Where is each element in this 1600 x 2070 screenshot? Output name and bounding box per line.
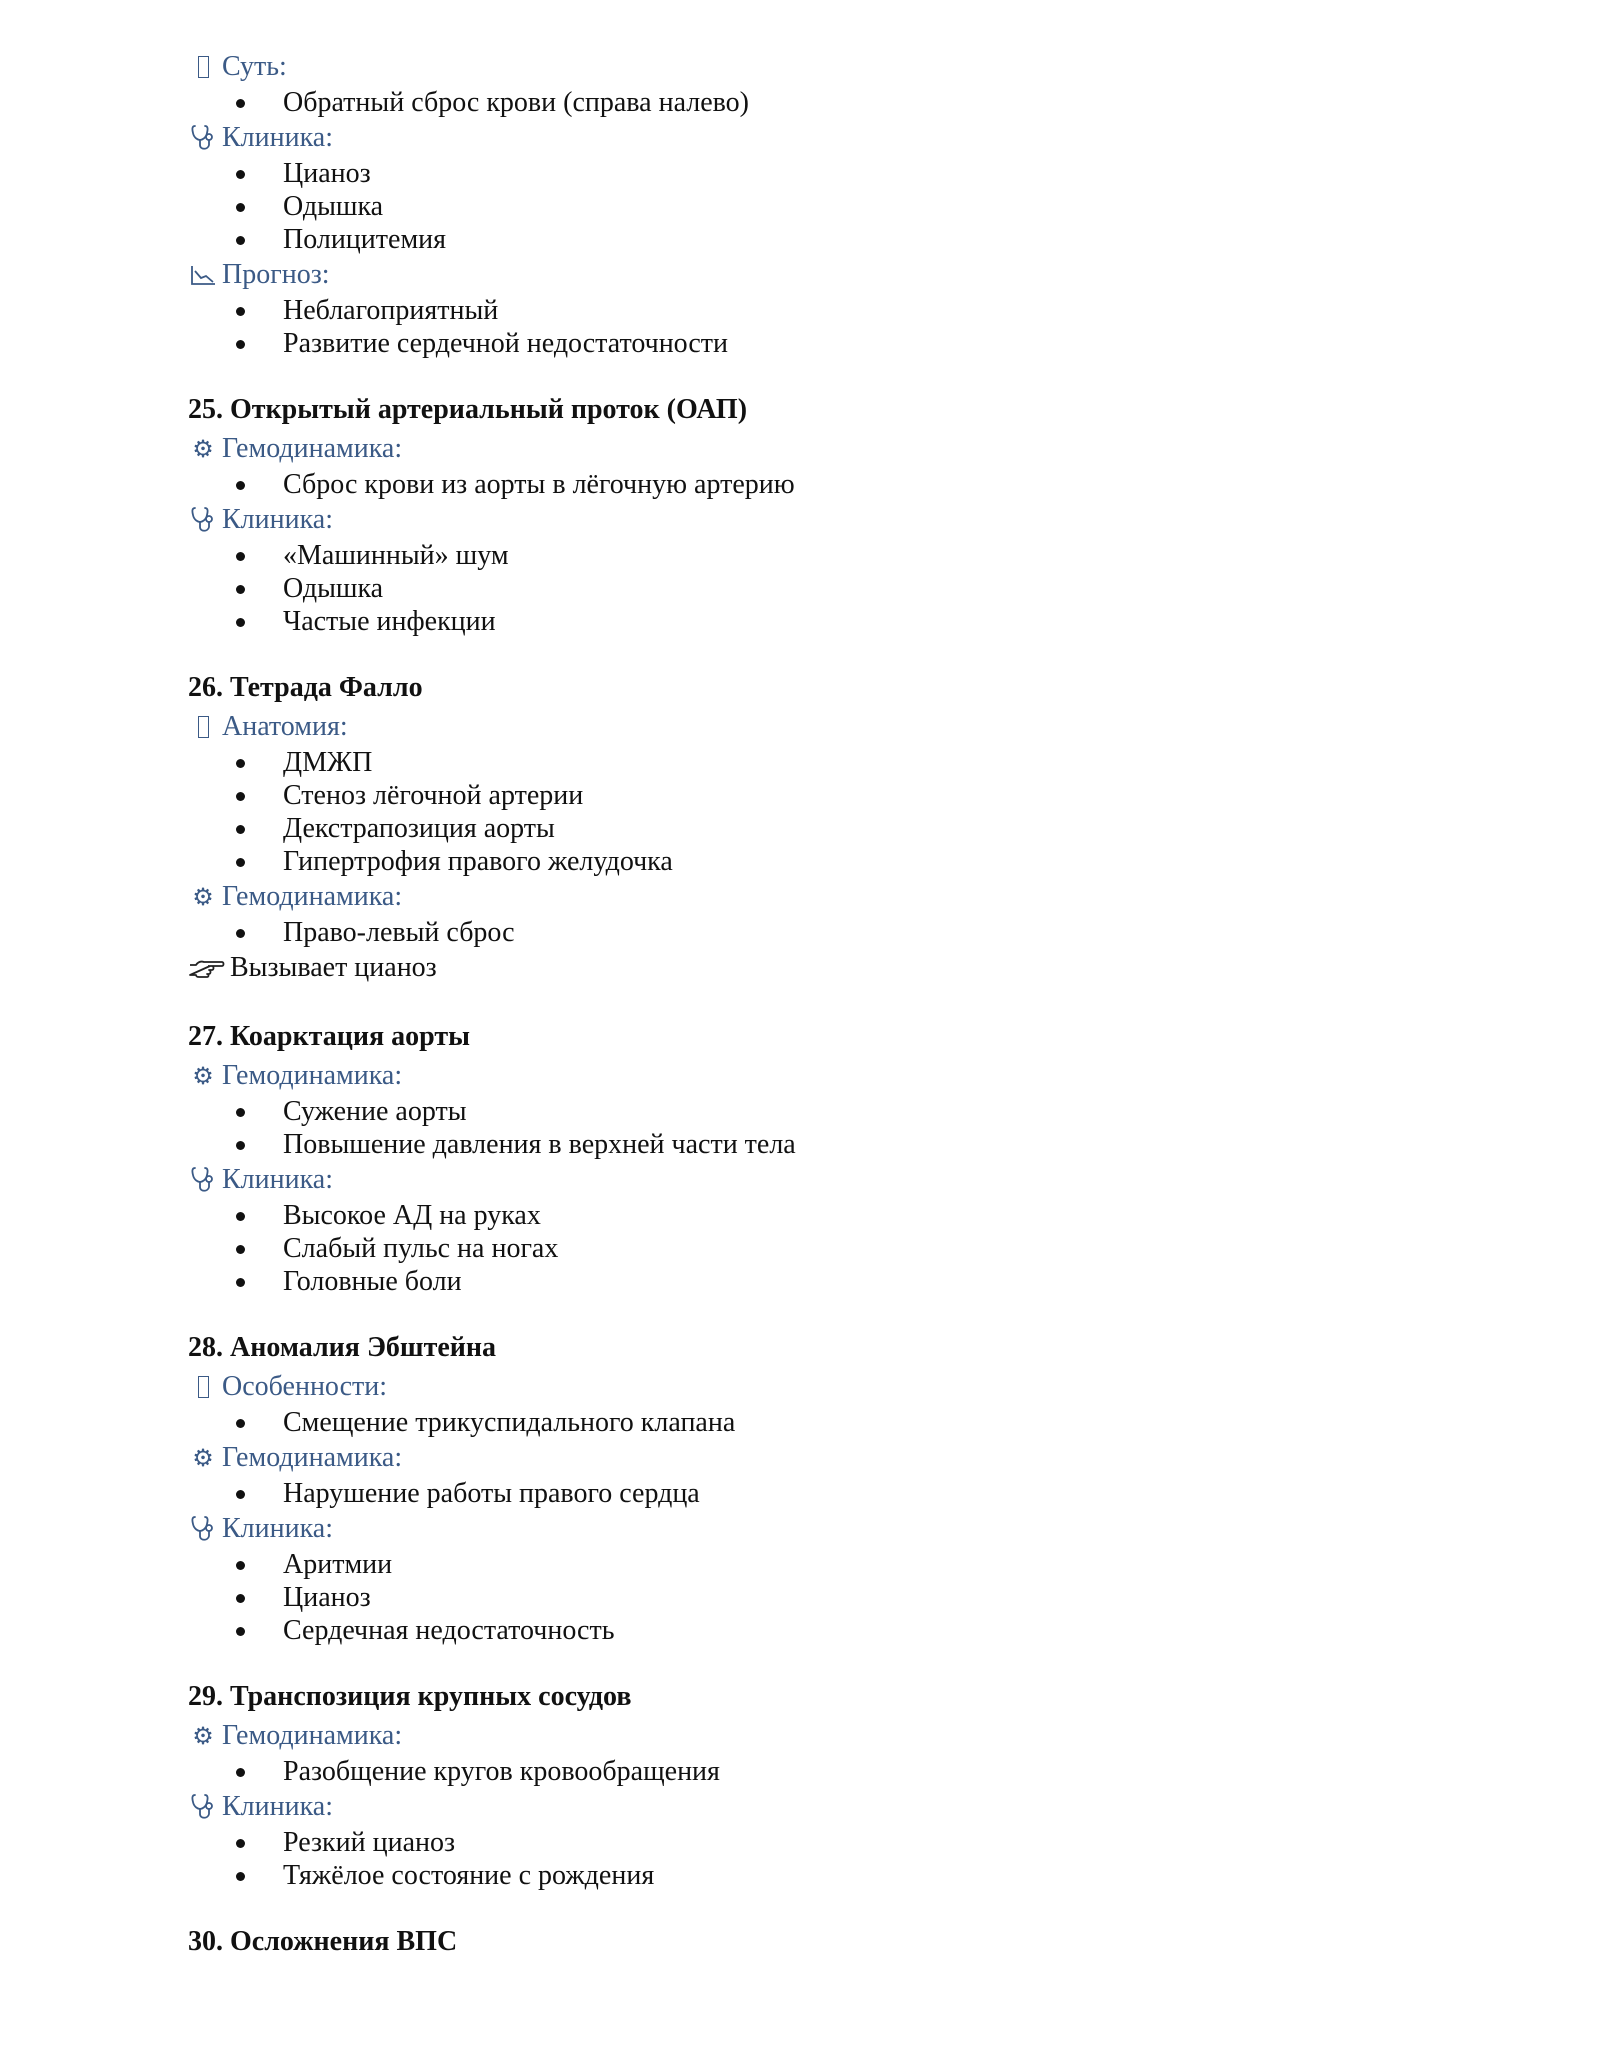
section-block — [188, 48, 1488, 360]
subsection-label-text: Гемодинамика: — [222, 433, 403, 464]
subsection-label-text: Клиника: — [222, 1513, 333, 1544]
missing-glyph-icon — [188, 712, 218, 742]
stethoscope-icon — [188, 505, 218, 535]
list-item: Сброс крови из аорты в лёгочную артерию — [188, 468, 1488, 501]
list-item: Право-левый сброс — [188, 916, 1488, 949]
list-item: Цианоз — [188, 157, 1488, 190]
section-block — [188, 1922, 1488, 1962]
list-item: Головные боли — [188, 1265, 1488, 1298]
bullet-list — [188, 468, 1488, 501]
gear-icon: ⚙ — [192, 435, 214, 463]
subsection-label-text: Клиника: — [222, 122, 333, 153]
bullet-list — [188, 1095, 1488, 1161]
list-item: Повышение давления в верхней части тела — [188, 1128, 1488, 1161]
subsection-label — [188, 501, 1488, 539]
list-item: Неблагоприятный — [188, 294, 1488, 327]
gear-icon: ⚙ — [192, 1444, 214, 1472]
missing-glyph-icon — [188, 52, 218, 82]
bullet-list — [188, 1477, 1488, 1510]
subsection-label — [188, 1717, 1488, 1755]
subsection-label-text: Гемодинамика: — [222, 1442, 403, 1473]
gear-icon: ⚙ — [192, 1722, 214, 1750]
missing-glyph-icon — [188, 1372, 218, 1402]
bullet-list — [188, 539, 1488, 638]
subsection-label-text: Прогноз: — [222, 259, 330, 290]
note-line — [188, 949, 1488, 987]
bullet-list — [188, 1406, 1488, 1439]
subsection-label — [188, 1788, 1488, 1826]
subsection-label-text: Анатомия: — [222, 711, 348, 742]
chart-decreasing-icon — [188, 260, 218, 290]
list-item: Нарушение работы правого сердца — [188, 1477, 1488, 1510]
bullet-list — [188, 86, 1488, 119]
list-item: «Машинный» шум — [188, 539, 1488, 572]
list-item: Обратный сброс крови (справа налево) — [188, 86, 1488, 119]
list-item: Смещение трикуспидального клапана — [188, 1406, 1488, 1439]
section-block — [188, 1017, 1488, 1298]
subsection-label — [188, 1057, 1488, 1095]
subsection-label-text: Особенности: — [222, 1371, 388, 1402]
pointing-hand-icon — [188, 953, 228, 983]
subsection-label-text: Суть: — [222, 51, 287, 82]
list-item: Резкий цианоз — [188, 1826, 1488, 1859]
document-page — [188, 48, 1488, 1962]
list-item: Аритмии — [188, 1548, 1488, 1581]
list-item: Сужение аорты — [188, 1095, 1488, 1128]
bullet-list — [188, 1199, 1488, 1298]
list-item: ДМЖП — [188, 746, 1488, 779]
list-item: Развитие сердечной недостаточности — [188, 327, 1488, 360]
list-item: Тяжёлое состояние с рождения — [188, 1859, 1488, 1892]
bullet-list — [188, 157, 1488, 256]
subsection-label-text: Клиника: — [222, 1164, 333, 1195]
bullet-list — [188, 916, 1488, 949]
subsection-label-text: Клиника: — [222, 1791, 333, 1822]
section-heading: 25. Открытый артериальный проток (ОАП) — [188, 394, 748, 425]
stethoscope-icon — [188, 1165, 218, 1195]
list-item: Одышка — [188, 572, 1488, 605]
gear-icon: ⚙ — [192, 883, 214, 911]
bullet-list — [188, 1755, 1488, 1788]
section-block — [188, 390, 1488, 638]
list-item: Высокое АД на руках — [188, 1199, 1488, 1232]
list-item: Декстрапозиция аорты — [188, 812, 1488, 845]
stethoscope-icon — [188, 1792, 218, 1822]
subsection-label — [188, 1161, 1488, 1199]
list-item: Частые инфекции — [188, 605, 1488, 638]
list-item: Полицитемия — [188, 223, 1488, 256]
subsection-label — [188, 256, 1488, 294]
section-block — [188, 1677, 1488, 1892]
subsection-label-text: Гемодинамика: — [222, 1060, 403, 1091]
list-item: Сердечная недостаточность — [188, 1614, 1488, 1647]
subsection-label — [188, 119, 1488, 157]
subsection-label-text: Гемодинамика: — [222, 881, 403, 912]
stethoscope-icon — [188, 123, 218, 153]
bullet-list — [188, 1826, 1488, 1892]
subsection-label-text: Клиника: — [222, 504, 333, 535]
list-item: Гипертрофия правого желудочка — [188, 845, 1488, 878]
section-heading: 28. Аномалия Эбштейна — [188, 1332, 497, 1363]
section-heading: 26. Тетрада Фалло — [188, 672, 423, 703]
note-text: Вызывает цианоз — [230, 952, 437, 983]
list-item: Стеноз лёгочной артерии — [188, 779, 1488, 812]
subsection-label — [188, 878, 1488, 916]
subsection-label — [188, 430, 1488, 468]
gear-icon: ⚙ — [192, 1062, 214, 1090]
subsection-label-text: Гемодинамика: — [222, 1720, 403, 1751]
section-block — [188, 1328, 1488, 1647]
list-item: Одышка — [188, 190, 1488, 223]
bullet-list — [188, 746, 1488, 878]
stethoscope-icon — [188, 1514, 218, 1544]
subsection-label — [188, 1368, 1488, 1406]
subsection-label — [188, 1439, 1488, 1477]
subsection-label — [188, 708, 1488, 746]
list-item: Разобщение кругов кровообращения — [188, 1755, 1488, 1788]
section-heading: 29. Транспозиция крупных сосудов — [188, 1681, 632, 1712]
bullet-list — [188, 294, 1488, 360]
section-block — [188, 668, 1488, 987]
section-heading: 30. Осложнения ВПС — [188, 1926, 458, 1957]
subsection-label — [188, 48, 1488, 86]
list-item: Слабый пульс на ногах — [188, 1232, 1488, 1265]
list-item: Цианоз — [188, 1581, 1488, 1614]
section-heading: 27. Коарктация аорты — [188, 1021, 470, 1052]
bullet-list — [188, 1548, 1488, 1647]
subsection-label — [188, 1510, 1488, 1548]
